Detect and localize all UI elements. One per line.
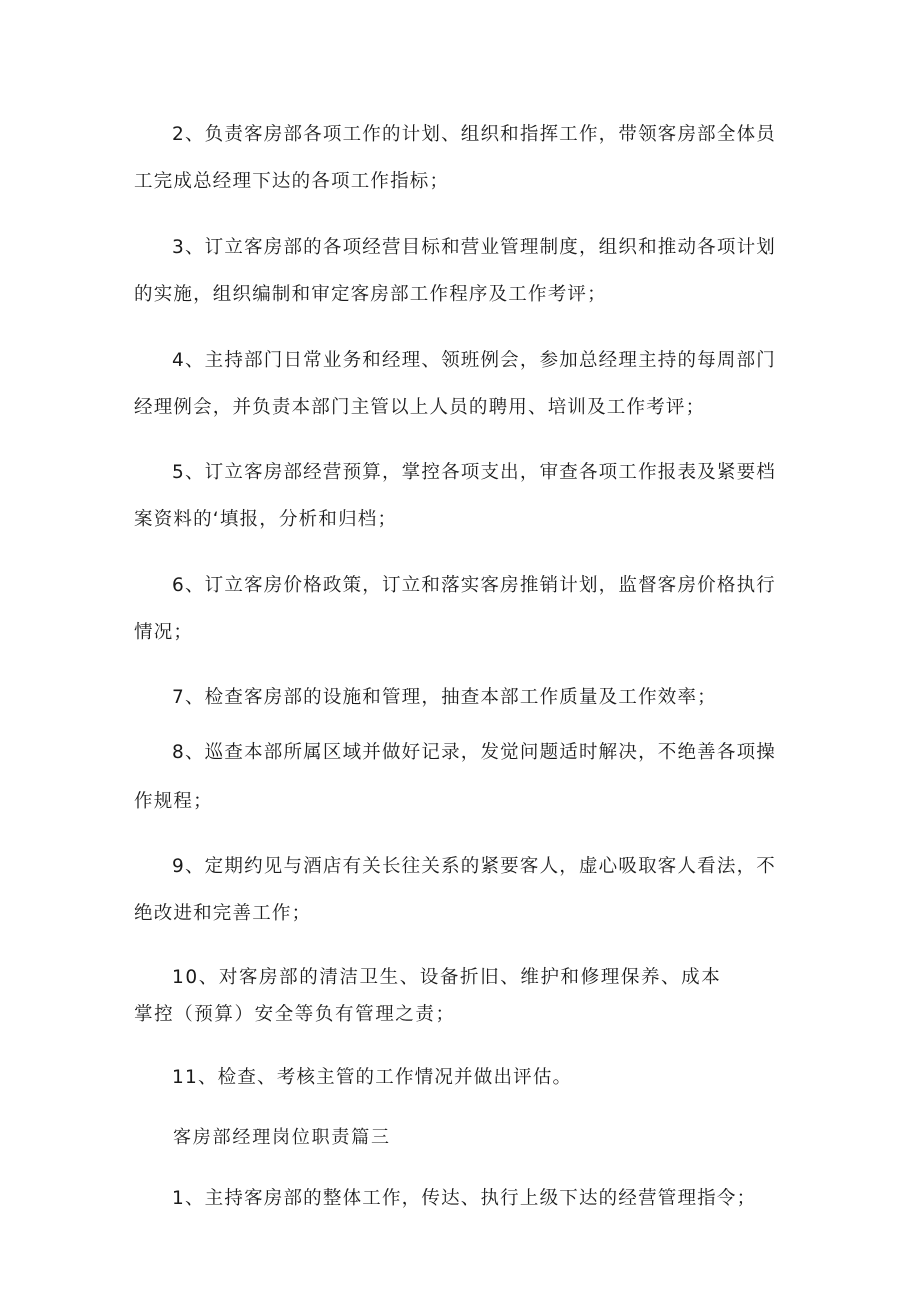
- paragraph-8-line-2: 作规程；: [134, 791, 213, 812]
- paragraph-3-line-1: 3、订立客房部的各项经营目标和营业管理制度，组织和推动各项计划: [172, 237, 776, 258]
- section-paragraph-1-line-1: 1、主持客房部的整体工作，传达、执行上级下达的经营管理指令；: [172, 1188, 757, 1209]
- paragraph-4-line-1: 4、主持部门日常业务和经理、领班例会，参加总经理主持的每周部门: [172, 350, 776, 371]
- paragraph-10-line-1: 10、对客房部的清洁卫生、设备折旧、维护和修理保养、成本: [172, 967, 722, 988]
- paragraph-6-line-1: 6、订立客房价格政策，订立和落实客房推销计划，监督客房价格执行: [172, 575, 776, 596]
- paragraph-5-line-2: 案资料的‘填报，分析和归档；: [134, 509, 398, 530]
- paragraph-2-line-1: 2、负责客房部各项工作的计划、组织和指挥工作，带领客房部全体员: [172, 124, 776, 145]
- paragraph-10-line-2: 掌控（预算）安全等负有管理之责；: [134, 1004, 456, 1025]
- paragraph-2-line-2: 工完成总经理下达的各项工作指标；: [134, 171, 450, 192]
- paragraph-6-line-2: 情况；: [134, 622, 194, 643]
- paragraph-8-line-1: 8、巡查本部所属区域并做好记录，发觉问题适时解决，不绝善各项操: [172, 742, 776, 763]
- paragraph-5-line-1: 5、订立客房部经营预算，掌控各项支出，审查各项工作报表及紧要档: [172, 462, 776, 483]
- paragraph-7-line-1: 7、检查客房部的设施和管理，抽查本部工作质量及工作效率；: [172, 687, 717, 708]
- paragraph-9-line-1: 9、定期约见与酒店有关长往关系的紧要客人，虚心吸取客人看法，不: [172, 856, 776, 877]
- paragraph-11-line-1: 11、检查、考核主管的工作情况并做出评估。: [172, 1067, 573, 1088]
- paragraph-4-line-2: 经理例会，并负责本部门主管以上人员的聘用、培训及工作考评；: [134, 397, 706, 418]
- paragraph-9-line-2: 绝改进和完善工作；: [134, 903, 312, 924]
- section-heading: 客房部经理岗位职责篇三: [173, 1127, 391, 1148]
- paragraph-3-line-2: 的实施，组织编制和审定客房部工作程序及工作考评；: [134, 284, 607, 305]
